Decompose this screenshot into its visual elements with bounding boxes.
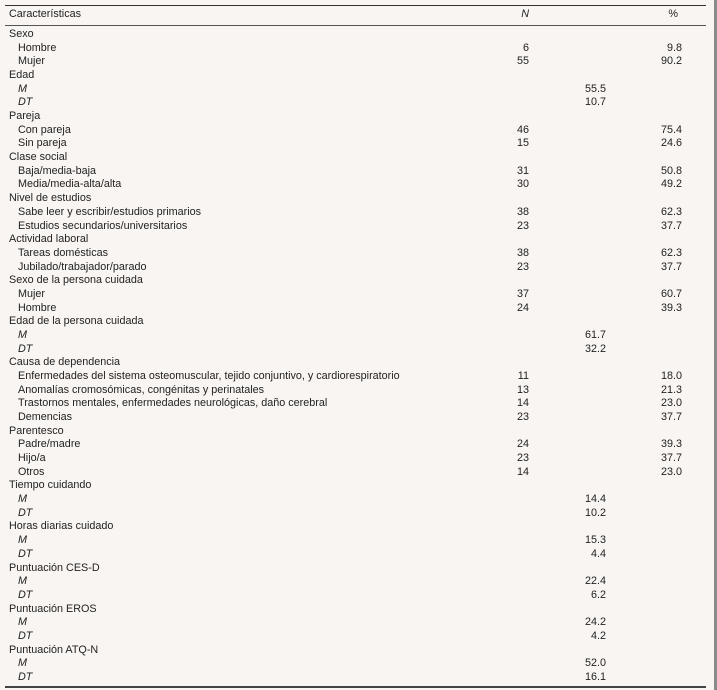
row-label: Sexo xyxy=(9,28,34,40)
row-label: M xyxy=(18,616,27,629)
row-label: DT xyxy=(18,506,33,519)
table-row xyxy=(0,369,714,383)
table-row xyxy=(0,219,714,233)
row-label: DT xyxy=(18,342,33,355)
cell-percent: 37.7 xyxy=(660,452,682,465)
row-label: Puntuación CES-D xyxy=(9,561,100,574)
table-row xyxy=(0,260,714,274)
row-label: Mujer xyxy=(18,55,45,68)
row-label: Jubilado/trabajador/parado xyxy=(18,260,147,273)
cell-percent: 39.3 xyxy=(660,301,682,314)
table-row xyxy=(0,533,714,547)
cell-mean-sd: 10.2 xyxy=(584,506,606,519)
table-row xyxy=(0,301,714,315)
cell-mean-sd: 4.4 xyxy=(590,547,606,560)
row-label: M xyxy=(18,534,27,547)
row-label: M xyxy=(18,657,27,670)
cell-percent: 37.7 xyxy=(660,260,682,273)
row-label: Horas diarias cuidado xyxy=(9,520,114,533)
table-row xyxy=(0,451,714,465)
table-row xyxy=(0,547,714,561)
cell-mean-sd: 55.5 xyxy=(584,82,606,95)
table-group-row xyxy=(0,602,714,616)
cell-percent: 21.3 xyxy=(660,383,682,396)
row-label: Estudios secundarios/universitarios xyxy=(18,219,188,232)
cell-n: 23 xyxy=(516,260,529,273)
row-label: Edad xyxy=(9,69,35,82)
row-label: Tareas domésticas xyxy=(18,246,109,259)
row-label: M xyxy=(18,493,27,506)
row-label: Trastornos mentales, enfermedades neurológicas, daño cerebral xyxy=(18,397,328,410)
table-row xyxy=(0,396,714,410)
row-label: Hombre xyxy=(18,301,57,314)
cell-percent: 62.3 xyxy=(660,205,682,218)
table-row xyxy=(0,615,714,629)
table-group-row xyxy=(0,314,714,328)
row-label: Otros xyxy=(18,465,45,478)
table-group-row xyxy=(0,561,714,575)
row-label: Causa de dependencia xyxy=(9,356,121,369)
row-label: Actividad laboral xyxy=(9,233,89,246)
cell-n: 24 xyxy=(516,438,529,451)
table-row xyxy=(0,82,714,96)
table-group-row xyxy=(0,232,714,246)
table-top-rule xyxy=(5,5,706,6)
table-row xyxy=(0,205,714,219)
cell-n: 15 xyxy=(516,137,529,150)
cell-n: 24 xyxy=(516,301,529,314)
cell-percent: 75.4 xyxy=(660,123,682,136)
row-label: DT xyxy=(18,670,33,683)
cell-mean-sd: 4.2 xyxy=(590,629,606,642)
table-group-row xyxy=(0,519,714,533)
table-row xyxy=(0,164,714,178)
row-label: Hombre xyxy=(18,41,57,54)
table-row xyxy=(0,506,714,520)
table-bottom-rule xyxy=(5,686,706,688)
table-row xyxy=(0,123,714,137)
cell-n: 23 xyxy=(516,219,529,232)
cell-percent: 37.7 xyxy=(660,219,682,232)
table-row xyxy=(0,54,714,68)
table-group-row xyxy=(0,150,714,164)
row-label: Anomalías cromosómicas, congénitas y perinatales xyxy=(18,383,265,396)
table-header-rule xyxy=(5,25,706,26)
row-label: Con pareja xyxy=(18,123,71,136)
row-label: Sabe leer y escribir/estudios primarios xyxy=(18,205,202,218)
cell-mean-sd: 14.4 xyxy=(584,493,606,506)
table-group-row xyxy=(0,478,714,492)
cell-mean-sd: 16.1 xyxy=(584,670,606,683)
cell-percent: 39.3 xyxy=(660,438,682,451)
row-label: Pareja xyxy=(9,110,41,123)
header-characteristics: Características xyxy=(9,8,81,20)
cell-percent: 23.0 xyxy=(660,397,682,410)
cell-n: 46 xyxy=(516,123,529,136)
cell-n: 37 xyxy=(516,287,529,300)
row-label: Edad de la persona cuidada xyxy=(9,315,144,328)
row-label: Tiempo cuidando xyxy=(9,479,92,492)
table-row xyxy=(0,246,714,260)
table-group-row xyxy=(0,68,714,82)
row-label: Puntuación EROS xyxy=(9,602,97,615)
table-row xyxy=(0,656,714,670)
cell-percent: 60.7 xyxy=(660,287,682,300)
row-label: DT xyxy=(18,588,33,601)
row-label: DT xyxy=(18,629,33,642)
table-group-row xyxy=(0,109,714,123)
row-label: DT xyxy=(18,96,33,109)
row-label: Padre/madre xyxy=(18,438,81,451)
table-row xyxy=(0,410,714,424)
cell-mean-sd: 61.7 xyxy=(584,328,606,341)
row-label: Sin pareja xyxy=(18,137,67,150)
table-row xyxy=(0,670,714,684)
cell-n: 23 xyxy=(516,452,529,465)
cell-mean-sd: 52.0 xyxy=(584,657,606,670)
table-header xyxy=(0,7,714,21)
cell-n: 55 xyxy=(516,55,529,68)
table-row xyxy=(0,383,714,397)
cell-mean-sd: 22.4 xyxy=(584,575,606,588)
cell-mean-sd: 6.2 xyxy=(590,588,606,601)
table-group-row xyxy=(0,191,714,205)
table-row xyxy=(0,342,714,356)
table-group-row xyxy=(0,643,714,657)
cell-n: 38 xyxy=(516,246,529,259)
row-label: Demencias xyxy=(18,411,73,424)
header-n: N xyxy=(521,8,529,20)
cell-n: 6 xyxy=(522,41,529,54)
header-percent: % xyxy=(668,8,678,20)
cell-n: 31 xyxy=(516,164,529,177)
table-row xyxy=(0,574,714,588)
cell-percent: 18.0 xyxy=(660,370,682,382)
cell-percent: 23.0 xyxy=(660,465,682,478)
cell-n: 30 xyxy=(516,178,529,191)
table-row xyxy=(0,437,714,451)
cell-n: 13 xyxy=(516,383,529,396)
row-label: Clase social xyxy=(9,151,68,164)
table-row xyxy=(0,41,714,55)
cell-percent: 62.3 xyxy=(660,246,682,259)
cell-mean-sd: 24.2 xyxy=(584,616,606,629)
cell-n: 23 xyxy=(516,411,529,424)
row-label: Enfermedades del sistema osteomuscular, tejido conjuntivo, y cardiorespiratorio xyxy=(18,370,400,382)
table-row xyxy=(0,629,714,643)
row-label: Baja/media-baja xyxy=(18,164,97,177)
row-label: M xyxy=(18,82,27,95)
row-label: Media/media-alta/alta xyxy=(18,178,122,191)
row-label: Nivel de estudios xyxy=(9,192,92,205)
row-label: Puntuación ATQ-N xyxy=(9,643,99,656)
table-group-row xyxy=(0,27,714,41)
table-row xyxy=(0,328,714,342)
table-row xyxy=(0,287,714,301)
cell-n: 14 xyxy=(516,397,529,410)
cell-mean-sd: 32.2 xyxy=(584,342,606,355)
table-group-row xyxy=(0,355,714,369)
row-label: Sexo de la persona cuidada xyxy=(9,274,143,287)
table-row xyxy=(0,588,714,602)
cell-percent: 9.8 xyxy=(666,41,682,54)
table-group-row xyxy=(0,273,714,287)
cell-mean-sd: 15.3 xyxy=(584,534,606,547)
table-group-row xyxy=(0,424,714,438)
row-label: DT xyxy=(18,547,33,560)
row-label: M xyxy=(18,328,27,341)
cell-mean-sd: 10.7 xyxy=(584,96,606,109)
cell-n: 11 xyxy=(517,370,529,382)
row-label: Hijo/a xyxy=(18,452,46,465)
row-label: Parentesco xyxy=(9,424,64,437)
cell-percent: 37.7 xyxy=(660,411,682,424)
cell-percent: 50.8 xyxy=(660,164,682,177)
row-label: Mujer xyxy=(18,287,45,300)
table-row xyxy=(0,492,714,506)
row-label: M xyxy=(18,575,27,588)
cell-n: 14 xyxy=(516,465,529,478)
table-row xyxy=(0,177,714,191)
cell-n: 38 xyxy=(516,205,529,218)
cell-percent: 24.6 xyxy=(660,137,682,150)
cell-percent: 90.2 xyxy=(660,55,682,68)
table-row xyxy=(0,465,714,479)
table-row xyxy=(0,136,714,150)
cell-percent: 49.2 xyxy=(660,178,682,191)
table-row xyxy=(0,95,714,109)
